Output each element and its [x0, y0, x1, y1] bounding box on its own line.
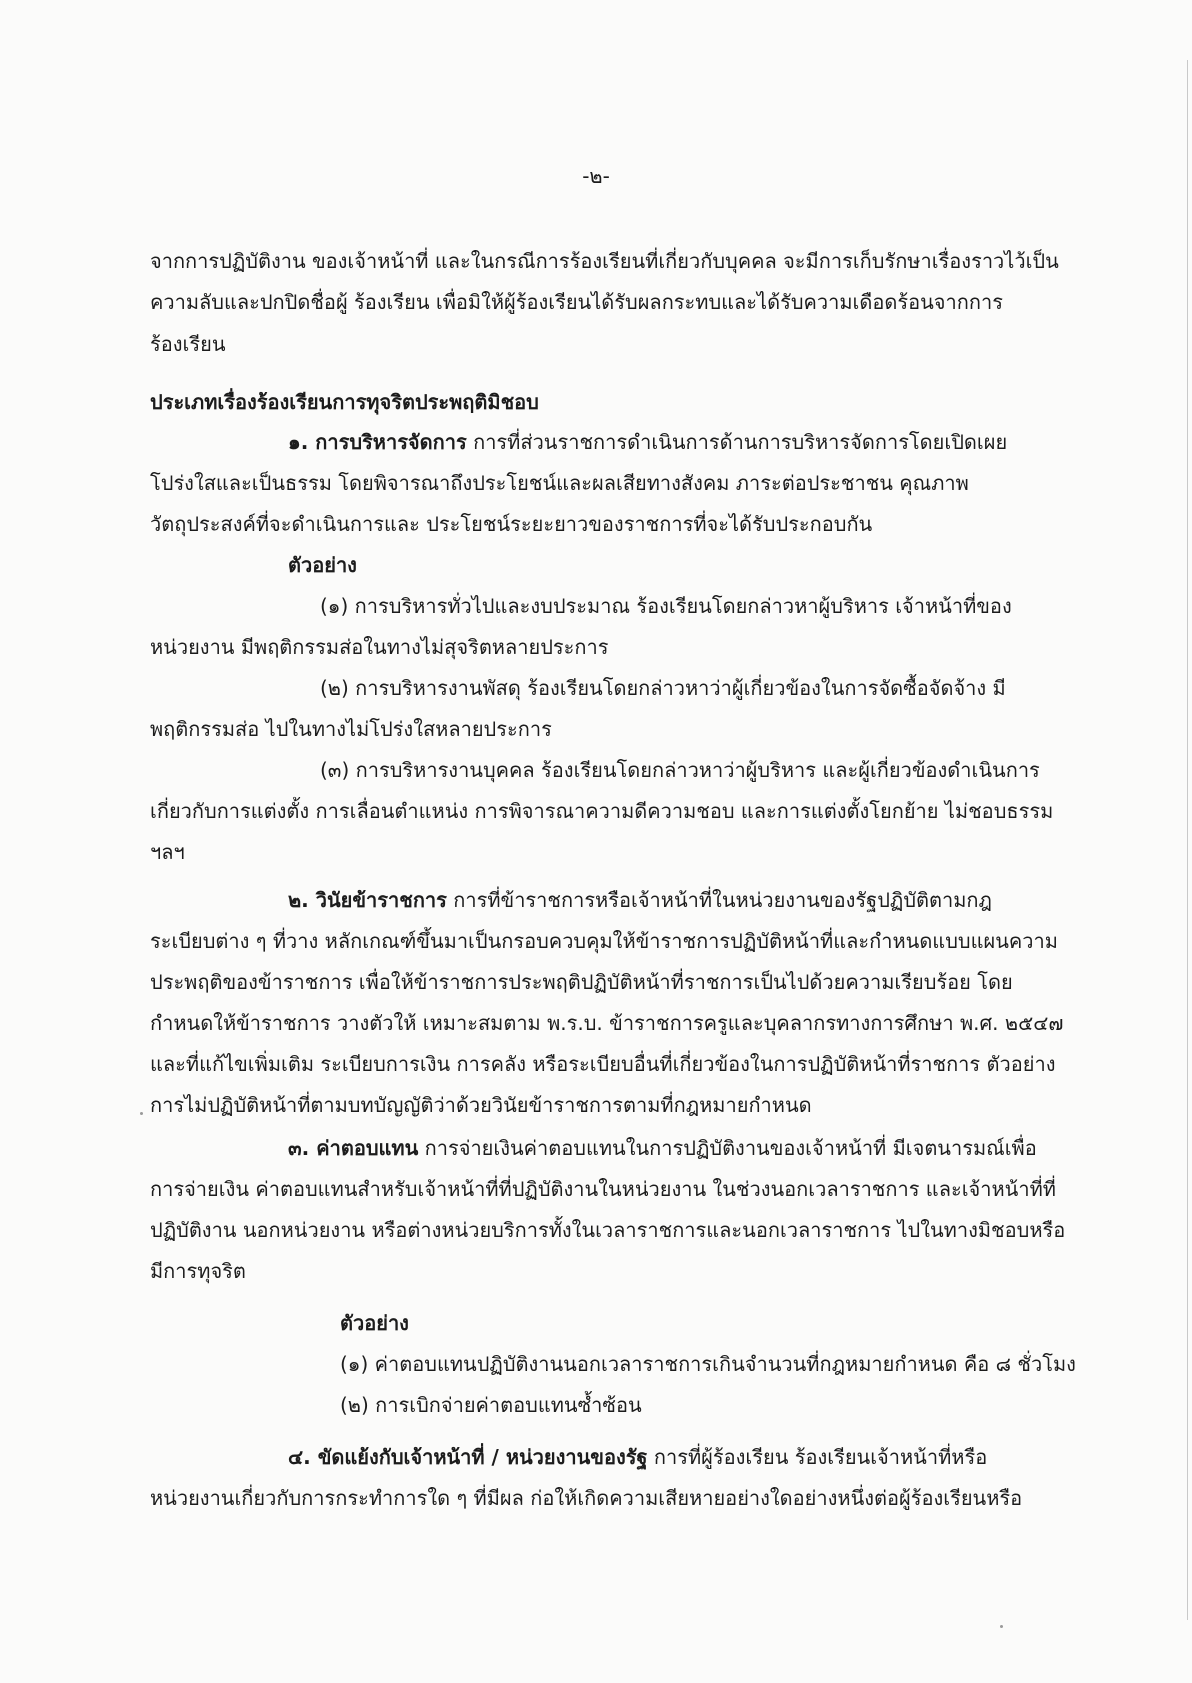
s4-line-1: [288, 1443, 987, 1471]
s1-line-2: โปร่งใสและเป็นธรรม โดยพิจารณาถึงประโยชน์และผลเสียทางสังคม ภาระต่อประชาชน คุณภาพ: [150, 471, 969, 495]
s2-line-5: และที่แก้ไขเพิ่มเติม ระเบียบการเงิน การคลัง หรือระเบียบอื่นที่เกี่ยวข้องในการปฏิบัติหน้าที่ราชการ ตัวอย่าง: [150, 1052, 1056, 1076]
s2-line-3: ประพฤติของข้าราชการ เพื่อให้ข้าราชการประพฤติปฏิบัติหน้าที่ราชการเป็นไปด้วยความเรียบร้อย โดย: [150, 970, 1013, 994]
s1-example-3b: เกี่ยวกับการแต่งตั้ง การเลื่อนตำแหน่ง การพิจารณาความดีความชอบ และการแต่งตั้งโยกย้าย ไม่ชอบธรรม: [150, 799, 1054, 823]
s1-example-label: ตัวอย่าง: [288, 553, 357, 577]
s3-line-1-text: การจ่ายเงินค่าตอบแทนในการปฏิบัติงานของเจ้าหน้าที่ มีเจตนารมณ์เพื่อ: [418, 1136, 1037, 1160]
s3-heading: ๓. ค่าตอบแทน: [288, 1136, 419, 1160]
s2-line-4: กำหนดให้ข้าราชการ วางตัวให้ เหมาะสมตาม พ.ร.บ. ข้าราชการครูและบุคลากรทางการศึกษา พ.ศ. ๒๕๔๗: [150, 1011, 1064, 1035]
s1-example-1b: หน่วยงาน มีพฤติกรรมส่อในทางไม่สุจริตหลายประการ: [150, 635, 609, 659]
intro-line-3: ร้องเรียน: [150, 332, 226, 356]
s3-example-label: ตัวอย่าง: [340, 1311, 409, 1335]
s2-line-6: การไม่ปฏิบัติหน้าที่ตามบทบัญญัติว่าด้วยวินัยข้าราชการตามที่กฎหมายกำหนด: [150, 1093, 812, 1117]
intro-line-2: ความลับและปกปิดชื่อผู้ ร้องเรียน เพื่อมิให้ผู้ร้องเรียนได้รับผลกระทบและได้รับความเดือดร้อนจากการ: [150, 290, 1003, 314]
s3-line-1: [288, 1134, 1037, 1162]
s1-heading: ๑. การบริหารจัดการ: [288, 430, 467, 454]
s3-line-2: การจ่ายเงิน ค่าตอบแทนสำหรับเจ้าหน้าที่ที่ปฏิบัติงานในหน่วยงาน ในช่วงนอกเวลาราชการ และเจ้าหน้าที่ที่: [150, 1177, 1056, 1201]
s2-line-2: ระเบียบต่าง ๆ ที่วาง หลักเกณฑ์ขึ้นมาเป็นกรอบควบคุมให้ข้าราชการปฏิบัติหน้าที่และกำหนดแบบแผนความ: [150, 929, 1058, 953]
s1-example-2a: (๒) การบริหารงานพัสดุ ร้องเรียนโดยกล่าวหาว่าผู้เกี่ยวข้องในการจัดซื้อจัดจ้าง มี: [320, 676, 1006, 700]
section-title: ประเภทเรื่องร้องเรียนการทุจริตประพฤติมิชอบ: [150, 390, 539, 414]
s3-example-2: (๒) การเบิกจ่ายค่าตอบแทนซ้ำซ้อน: [340, 1393, 642, 1417]
scan-speck: [140, 1112, 143, 1115]
scan-edge-line: [1187, 60, 1188, 1620]
s1-example-1a: (๑) การบริหารทั่วไปและงบประมาณ ร้องเรียนโดยกล่าวหาผู้บริหาร เจ้าหน้าที่ของ: [320, 594, 1012, 618]
s1-line-1: [288, 428, 1007, 456]
s1-line-1-text: การที่ส่วนราชการดำเนินการด้านการบริหารจัดการโดยเปิดเผย: [466, 430, 1008, 454]
s1-example-2b: พฤติกรรมส่อ ไปในทางไม่โปร่งใสหลายประการ: [150, 717, 552, 741]
s2-line-1: [288, 886, 992, 914]
s3-line-4: มีการทุจริต: [150, 1259, 246, 1283]
scan-speck: [1000, 1625, 1003, 1628]
s1-example-3c: ฯลฯ: [150, 840, 185, 864]
s1-example-3a: (๓) การบริหารงานบุคคล ร้องเรียนโดยกล่าวหาว่าผู้บริหาร และผู้เกี่ยวข้องดำเนินการ: [320, 758, 1040, 782]
s1-line-3: วัตถุประสงค์ที่จะดำเนินการและ ประโยชน์ระยะยาวของราชการที่จะได้รับประกอบกัน: [150, 512, 873, 536]
s3-line-3: ปฏิบัติงาน นอกหน่วยงาน หรือต่างหน่วยบริการทั้งในเวลาราชการและนอกเวลาราชการ ไปในทางมิชอบหรือ: [150, 1218, 1066, 1242]
intro-line-1: จากการปฏิบัติงาน ของเจ้าหน้าที่ และในกรณีการร้องเรียนที่เกี่ยวกับบุคคล จะมีการเก็บรักษาเรื่องราวไว้เป็น: [150, 249, 1059, 273]
page-number: -๒-: [582, 164, 610, 188]
s4-heading: ๔. ขัดแย้งกับเจ้าหน้าที่ / หน่วยงานของรัฐ: [288, 1445, 648, 1469]
s2-line-1-text: การที่ข้าราชการหรือเจ้าหน้าที่ในหน่วยงานของรัฐปฏิบัติตามกฎ: [446, 888, 992, 912]
s4-line-2: หน่วยงานเกี่ยวกับการกระทำการใด ๆ ที่มีผล ก่อให้เกิดความเสียหายอย่างใดอย่างหนึ่งต่อผู้ร้องเรียนหรือ: [150, 1486, 1023, 1510]
s3-example-1: (๑) ค่าตอบแทนปฏิบัติงานนอกเวลาราชการเกินจำนวนที่กฎหมายกำหนด คือ ๘ ชั่วโมง: [340, 1352, 1076, 1376]
s4-line-1-text: การที่ผู้ร้องเรียน ร้องเรียนเจ้าหน้าที่หรือ: [647, 1445, 988, 1469]
s2-heading: ๒. วินัยข้าราชการ: [288, 888, 447, 912]
